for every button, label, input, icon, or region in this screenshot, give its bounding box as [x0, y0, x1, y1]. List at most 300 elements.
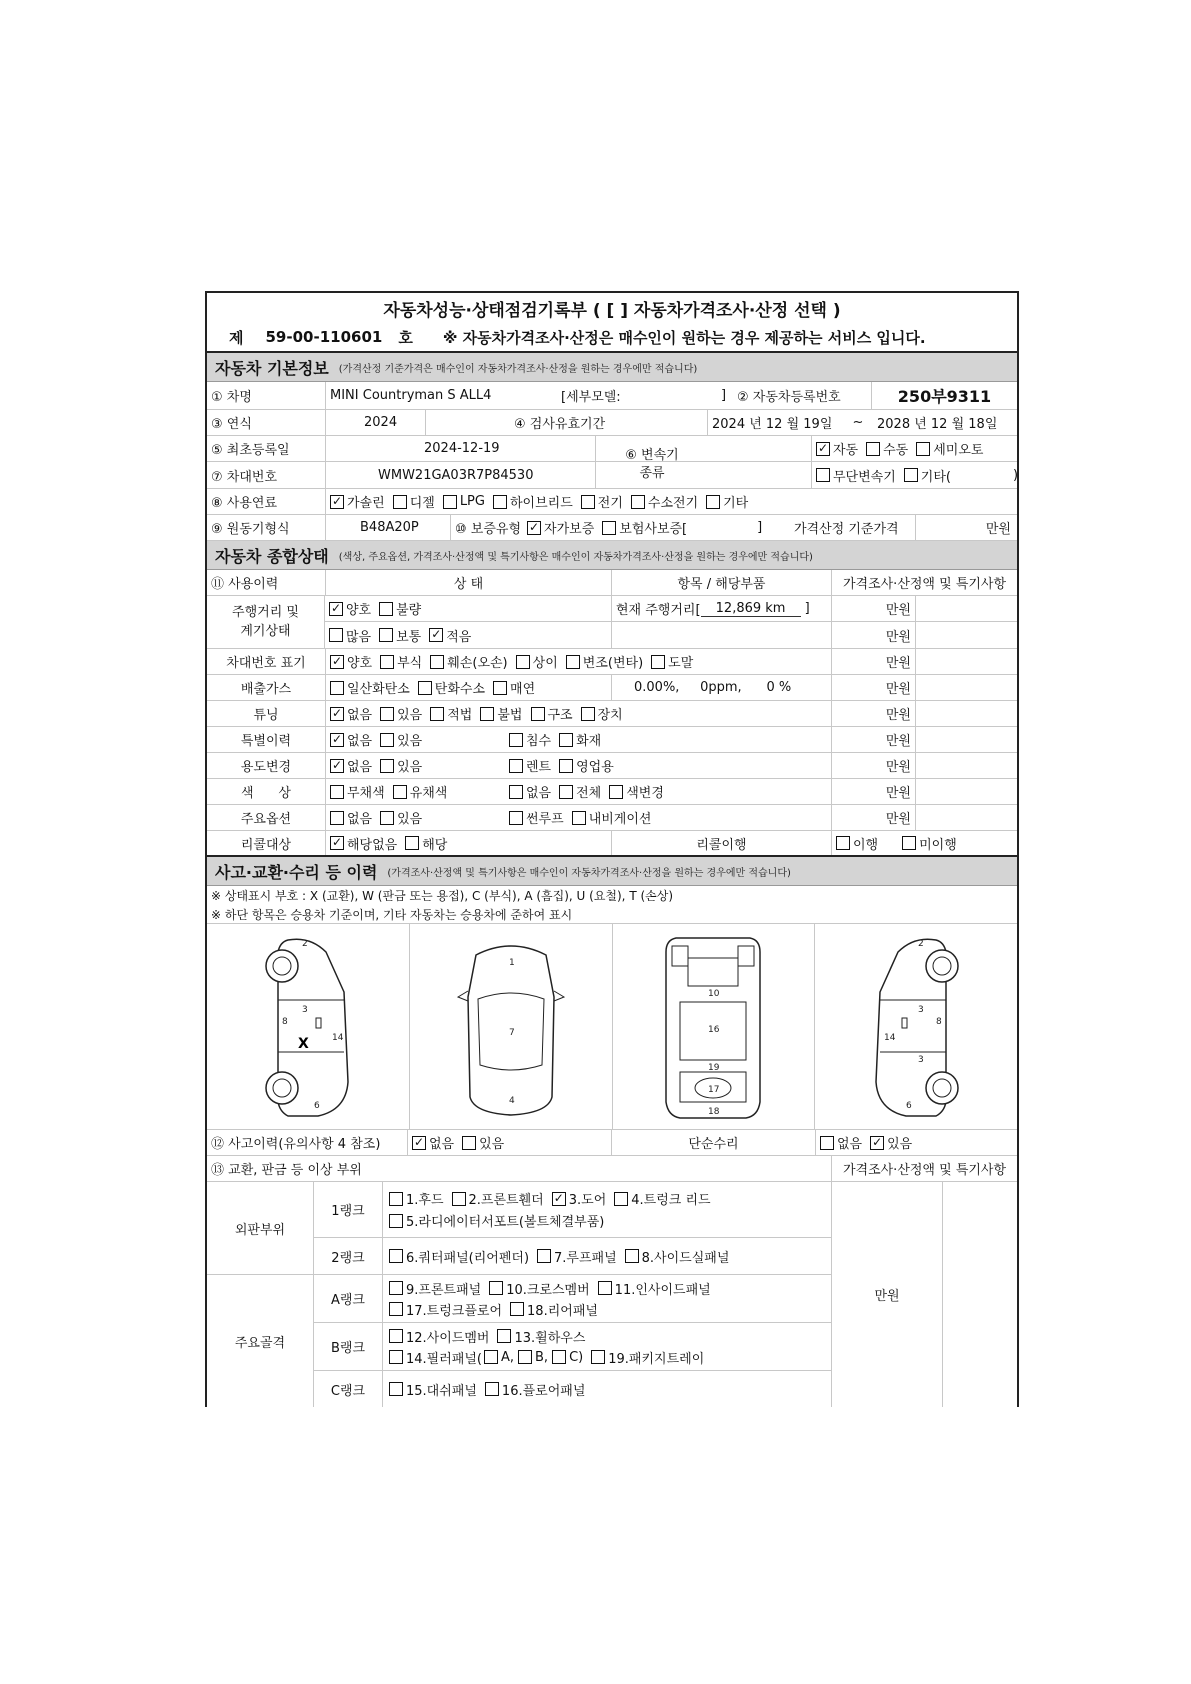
check-icon: ✓ — [529, 519, 540, 534]
row-fuel — [207, 489, 1017, 515]
basic-info-header — [207, 353, 1017, 382]
label-vin: ⑦ 차대번호 — [211, 469, 278, 485]
usage-none[interactable]: ✓ 없음 — [331, 757, 373, 775]
fuel-hydrogen[interactable]: 수소전기 — [631, 492, 698, 511]
label-valid: ④ 검사유효기간 — [425, 410, 707, 435]
svg-text:14: 14 — [331, 1032, 344, 1043]
color-achromatic[interactable]: 무채색 — [330, 782, 385, 801]
inspection-record — [205, 291, 1019, 1407]
trans-other[interactable]: 기타( — [904, 466, 951, 485]
label-emission: 배출가스 — [240, 682, 292, 697]
vin-good[interactable]: ✓ 양호 — [331, 653, 373, 671]
price-unit: 만원 — [831, 753, 915, 778]
section-title: 자동차 기본정보 — [215, 358, 329, 378]
document-title — [207, 293, 1017, 323]
label-first-reg: ⑤ 최초등록일 — [211, 443, 290, 458]
row-mileage — [325, 622, 1017, 648]
mileage-high[interactable]: 많음 — [329, 626, 371, 645]
checkbox-icon — [443, 495, 457, 509]
price-unit: 만원 — [831, 596, 915, 621]
fuel-electric[interactable]: 전기 — [581, 492, 623, 511]
svg-text:8: 8 — [936, 1016, 942, 1027]
checkbox-icon — [820, 1136, 834, 1150]
emission-smoke[interactable]: 매연 — [493, 678, 535, 697]
price-unit: 만원 — [831, 622, 915, 648]
label-use-history: ⑪ 사용이력 — [211, 577, 279, 592]
detail-model-label: [세부모델: — [561, 390, 621, 405]
car-top-icon — [456, 937, 566, 1117]
label-frame: 주요골격 — [234, 1335, 286, 1351]
label-recall-done: 리콜이행 — [611, 831, 831, 855]
rankC-row — [314, 1371, 831, 1407]
emission-values: 0.00%, 0ppm, 0 % — [611, 675, 831, 700]
rank2-row — [314, 1238, 831, 1274]
check-icon: ✓ — [431, 627, 442, 641]
checkbox-icon — [452, 1192, 466, 1206]
tuning-device[interactable]: 장치 — [581, 704, 623, 723]
part-trunk-lid[interactable]: 4.트렁크 리드 — [614, 1189, 710, 1208]
simple-repair-yes[interactable]: ✓ 있음 — [872, 1134, 913, 1152]
checkbox-icon — [484, 1350, 498, 1364]
part-roof-panel[interactable]: 7.루프패널 — [537, 1247, 617, 1266]
checkbox-icon — [509, 811, 523, 825]
svg-text:14: 14 — [884, 1032, 896, 1043]
checkbox-icon — [902, 836, 916, 850]
checkbox-icon — [389, 1382, 403, 1396]
diagram-right-side — [814, 924, 1017, 1129]
option-yes[interactable]: 있음 — [380, 808, 422, 827]
vin-painted[interactable]: 도말 — [651, 652, 693, 671]
exchange-mark: X — [297, 1035, 309, 1052]
svg-text:8: 8 — [281, 1016, 288, 1027]
part-quarter-panel[interactable]: 6.쿼터패널(리어펜더) — [389, 1247, 529, 1266]
checkbox-icon — [393, 785, 407, 799]
trans-semi[interactable]: 세미오토 — [916, 439, 983, 458]
checkbox-icon — [602, 521, 616, 535]
part-inside-panel[interactable]: 11.인사이드패널 — [598, 1279, 711, 1298]
color-none[interactable]: 없음 — [509, 782, 551, 801]
price-unit: 만원 — [831, 779, 915, 804]
no-prefix: 제 — [229, 328, 244, 347]
label-trans-a: ⑥ 변속기 — [625, 448, 679, 463]
car-diagrams — [207, 924, 1017, 1130]
notice-text: ※ 자동차가격조사·산정은 매수인이 원하는 경우 제공하는 서비스 입니다. — [442, 328, 926, 347]
part-pillar-panel[interactable]: 14.필러패널( — [389, 1348, 482, 1367]
label-rankB: B랭크 — [330, 1341, 366, 1356]
row-meter: ✓ 양호 불량 현재 주행거리[ 12,869 km ] 만원 — [325, 596, 1017, 622]
status-header — [207, 541, 1017, 570]
checkbox-icon — [598, 1281, 612, 1295]
special-flood[interactable]: 침수 — [509, 730, 551, 749]
row-engine — [207, 515, 1017, 541]
checkbox-icon — [430, 707, 444, 721]
emission-hc[interactable]: 탄화수소 — [418, 678, 485, 697]
tuning-yes[interactable]: 있음 — [380, 704, 422, 723]
checkbox-icon — [389, 1249, 403, 1263]
part-trunk-floor[interactable]: 17.트렁크플로어 — [389, 1300, 502, 1319]
label-warranty: ⑩ 보증유형 — [455, 522, 522, 537]
row-special — [207, 727, 1017, 753]
row-recall — [207, 831, 1017, 857]
checkbox-icon — [904, 468, 918, 482]
parts-price-unit: 만원 — [874, 1289, 900, 1304]
svg-text:4: 4 — [508, 1095, 515, 1106]
checkbox-icon — [430, 655, 444, 669]
checkbox-icon — [389, 1329, 403, 1343]
label-trans-b: 종류 — [639, 466, 665, 481]
check-icon: ✓ — [331, 731, 343, 746]
checkbox-icon — [497, 1329, 511, 1343]
usage-rent[interactable]: 렌트 — [509, 756, 551, 775]
mileage-label: 주행거리 및 계기상태 — [232, 605, 299, 639]
trans-cvt[interactable]: 무단변속기 — [816, 466, 896, 485]
check-icon: ✓ — [413, 1134, 425, 1149]
recall-applicable[interactable]: 해당 — [405, 834, 447, 853]
checkbox-icon — [531, 707, 545, 721]
label-engine: ⑨ 원동기형식 — [211, 522, 290, 537]
standard-note: ※ 하단 항목은 승용차 기준이며, 기타 자동차는 승용차에 준하여 표시 — [207, 905, 1017, 924]
header-state: 상 태 — [325, 570, 611, 595]
label-accident-history: ⑫ 사고이력(유의사항 4 참조) — [211, 1137, 381, 1152]
part-door[interactable]: ✓ 3.도어 — [553, 1190, 607, 1208]
svg-text:18: 18 — [708, 1106, 720, 1117]
car-right-side-icon — [856, 932, 976, 1122]
trans-row1 — [812, 436, 1017, 462]
accident-yes[interactable]: 있음 — [462, 1133, 504, 1152]
price-unit: 만원 — [831, 649, 915, 674]
fuel-diesel[interactable]: 디젤 — [393, 492, 435, 511]
checkbox-icon — [489, 1281, 503, 1295]
header-parts-price: 가격조사·산정액 및 특기사항 — [831, 1156, 1017, 1181]
checkbox-icon — [379, 628, 393, 642]
checkbox-icon — [591, 1350, 605, 1364]
trans-close: ) — [1013, 467, 1019, 483]
label-fuel: ⑧ 사용연료 — [211, 496, 278, 511]
parts-left — [207, 1182, 831, 1407]
part-rear-panel[interactable]: 18.리어패널 — [510, 1300, 598, 1319]
part-wheel-house[interactable]: 13.휠하우스 — [497, 1327, 585, 1346]
trans-options — [811, 436, 1017, 488]
checkbox-icon — [866, 442, 880, 456]
doc-number-row — [207, 323, 1017, 353]
meter-bad[interactable]: 불량 — [379, 599, 421, 618]
checkbox-icon — [329, 628, 343, 642]
doc-number: 59-00-110601 — [265, 328, 383, 346]
checkbox-icon — [816, 468, 830, 482]
svg-text:19: 19 — [708, 1062, 720, 1073]
checkbox-icon — [389, 1214, 403, 1228]
row-parts-header — [207, 1156, 1017, 1182]
rankA-row — [314, 1275, 831, 1323]
checkbox-icon — [493, 681, 507, 695]
accident-none[interactable]: ✓ 없음 — [413, 1134, 455, 1152]
price-unit: 만원 — [831, 805, 915, 830]
label-tuning: 튜닝 — [253, 708, 279, 723]
symbol-note: ※ 상태표시 부호 : X (교환), W (판금 또는 용접), C (부식), A (흠집), U (요철), T (손상) — [211, 889, 674, 903]
outer-group — [207, 1182, 831, 1275]
svg-text:3: 3 — [301, 1004, 308, 1015]
svg-text:1: 1 — [508, 957, 515, 968]
checkbox-icon — [625, 1249, 639, 1263]
simple-repair-none[interactable]: 없음 — [820, 1133, 862, 1152]
checkbox-icon — [537, 1249, 551, 1263]
check-icon: ✓ — [331, 493, 343, 508]
label-rankA: A랭크 — [330, 1293, 365, 1308]
part-cross-member[interactable]: 10.크로스멤버 — [489, 1279, 589, 1298]
label-special: 특별이력 — [240, 734, 292, 749]
valid-from: 2024 년 12 월 19일 — [707, 410, 843, 435]
checkbox-icon — [389, 1302, 403, 1316]
part-floor-panel[interactable]: 16.플로어패널 — [485, 1380, 585, 1399]
row-color — [207, 779, 1017, 805]
pillar-c[interactable]: C) — [552, 1350, 583, 1365]
check-icon: ✓ — [330, 600, 342, 615]
part-radiator-support[interactable]: 5.라디에이터서포트(볼트체결부품) — [389, 1211, 604, 1230]
price-unit: 만원 — [831, 727, 915, 752]
section-note: (색상, 주요옵션, 가격조사·산정액 및 특기사항은 매수인이 자동차가격조사·산정을 원하는 경우에만 적습니다) — [338, 551, 813, 563]
label-options: 주요옵션 — [240, 812, 292, 827]
meter-good[interactable]: ✓ 양호 — [330, 600, 372, 618]
car-frame-icon — [658, 932, 768, 1122]
vin-damage[interactable]: 훼손(오손) — [430, 652, 507, 671]
vin-diff[interactable]: 상이 — [516, 652, 558, 671]
checkbox-icon — [559, 785, 573, 799]
option-none[interactable]: 없음 — [330, 808, 372, 827]
part-front-fender[interactable]: 2.프론트휀더 — [452, 1189, 544, 1208]
section-note: (가격조사·산정액 및 특기사항은 매수인이 자동차가격조사·산정을 원하는 경우에만 적습니다) — [387, 867, 791, 879]
color-all[interactable]: 전체 — [559, 782, 601, 801]
checkbox-icon — [380, 811, 394, 825]
part-side-sill[interactable]: 8.사이드실패널 — [625, 1247, 730, 1266]
warranty-close: ] — [757, 520, 763, 535]
option-navigation[interactable]: 내비게이션 — [572, 808, 652, 827]
color-chromatic[interactable]: 유채색 — [393, 782, 448, 801]
checkbox-icon — [509, 785, 523, 799]
check-icon: ✓ — [817, 440, 829, 455]
model-value: MINI Countryman S ALL4 — [325, 382, 557, 409]
row-model — [207, 382, 1017, 410]
checkbox-icon — [330, 811, 344, 825]
check-icon: ✓ — [331, 757, 343, 772]
row-usage — [207, 753, 1017, 779]
title-text: 자동차성능·상태점검기록부 ( [ ] 자동차가격조사·산정 선택 ) — [383, 300, 841, 321]
mileage-low[interactable]: ✓ 적음 — [431, 627, 472, 645]
vin-altered[interactable]: 변조(변타) — [566, 652, 643, 671]
warranty-self[interactable]: ✓ 자가보증 — [529, 519, 595, 537]
label-rank2: 2랭크 — [331, 1250, 365, 1266]
label-color: 색 상 — [241, 786, 291, 801]
label-reg-no: ② 자동차등록번호 — [737, 390, 841, 405]
fuel-gasoline[interactable]: ✓ 가솔린 — [331, 493, 385, 511]
checkbox-icon — [510, 1302, 524, 1316]
recall-none[interactable]: ✓ 해당없음 — [331, 835, 398, 853]
trans-label-overlay — [605, 439, 699, 491]
label-recall: 리콜대상 — [240, 837, 292, 853]
label-vin-mark: 차대번호 표기 — [226, 656, 306, 671]
svg-text:2: 2 — [301, 938, 308, 949]
checkbox-icon — [493, 495, 507, 509]
warranty-insurer[interactable]: 보험사보증[ — [602, 518, 687, 537]
label-simple-repair: 단순수리 — [611, 1130, 815, 1155]
checkbox-icon — [380, 707, 394, 721]
no-suffix: 호 — [398, 328, 413, 347]
parts-price-col — [831, 1182, 1017, 1407]
base-price-unit: 만원 — [915, 515, 1015, 540]
part-front-panel[interactable]: 9.프론트패널 — [389, 1279, 481, 1298]
checkbox-icon — [631, 495, 645, 509]
row-emission — [207, 675, 1017, 701]
label-model: ① 차명 — [211, 390, 252, 405]
trans-row2 — [812, 462, 1017, 488]
part-package-tray[interactable]: 19.패키지트레이 — [591, 1348, 704, 1367]
checkbox-icon — [389, 1192, 403, 1206]
checkbox-icon — [393, 495, 407, 509]
checkbox-icon — [379, 602, 393, 616]
reg-no-value: 250부9311 — [871, 382, 1017, 409]
checkbox-icon — [651, 655, 665, 669]
car-left-side-icon — [248, 932, 368, 1122]
mileage-mid[interactable]: 보통 — [379, 626, 421, 645]
checkbox-icon — [581, 495, 595, 509]
label-base-price: 가격산정 기준가격 — [794, 522, 899, 537]
section-note: (가격산정 기준가격은 매수인이 자동차가격조사·산정을 원하는 경우에만 적습니다) — [338, 363, 698, 375]
special-fire[interactable]: 화재 — [559, 730, 601, 749]
label-rankC: C랭크 — [330, 1383, 366, 1399]
checkbox-icon — [485, 1382, 499, 1396]
price-unit: 만원 — [831, 701, 915, 726]
checkbox-icon — [559, 759, 573, 773]
checkbox-icon — [916, 442, 930, 456]
checkbox-icon — [572, 811, 586, 825]
section-title: 사고·교환·수리 등 이력 — [215, 862, 378, 882]
fuel-other[interactable]: 기타 — [706, 492, 748, 511]
svg-text:2: 2 — [918, 938, 924, 949]
color-change[interactable]: 색변경 — [609, 782, 664, 801]
cur-mileage-label: 현재 주행거리[ — [616, 603, 701, 618]
label-outer: 외판부위 — [234, 1222, 286, 1238]
checkbox-icon — [462, 1136, 476, 1150]
part-dash-panel[interactable]: 15.대쉬패널 — [389, 1380, 477, 1399]
checkbox-icon — [509, 759, 523, 773]
checkbox-icon — [418, 681, 432, 695]
fuel-options — [325, 489, 1015, 514]
checkbox-icon — [380, 655, 394, 669]
label-parts: ⑬ 교환, 판금 등 이상 부위 — [211, 1163, 362, 1178]
check-icon: ✓ — [553, 1190, 564, 1205]
frame-group — [207, 1275, 831, 1407]
checkbox-icon — [405, 836, 419, 850]
tuning-illegal[interactable]: 불법 — [480, 704, 522, 723]
option-sunroof[interactable]: 썬루프 — [509, 808, 564, 827]
header-item: 항목 / 해당부품 — [611, 570, 831, 595]
checkbox-icon — [380, 733, 394, 747]
row-first-reg — [207, 436, 815, 462]
checkbox-icon — [614, 1192, 628, 1206]
tuning-none[interactable]: ✓ 없음 — [331, 705, 373, 723]
label-usage: 용도변경 — [240, 760, 292, 775]
row-accident-history — [207, 1130, 1017, 1156]
checkbox-icon — [330, 681, 344, 695]
row-year — [207, 410, 1017, 436]
checkbox-icon — [559, 733, 573, 747]
pillar-a[interactable]: A, — [484, 1350, 514, 1365]
checkbox-icon — [330, 785, 344, 799]
usage-yes[interactable]: 있음 — [380, 756, 422, 775]
diagram-frame — [612, 924, 815, 1129]
valid-to: 2028 년 12 월 18일 — [877, 417, 998, 432]
parts-table — [207, 1182, 1017, 1407]
vin-rust[interactable]: 부식 — [380, 652, 422, 671]
special-yes[interactable]: 있음 — [380, 730, 422, 749]
svg-text:17: 17 — [708, 1084, 720, 1095]
header-price: 가격조사·산정액 및 특기사항 — [831, 570, 1017, 595]
fuel-hybrid[interactable]: 하이브리드 — [493, 492, 573, 511]
label-year: ③ 연식 — [211, 417, 252, 432]
recall-not-done[interactable]: 미이행 — [902, 834, 957, 853]
checkbox-icon — [552, 1350, 566, 1364]
usage-business[interactable]: 영업용 — [559, 756, 614, 775]
check-icon: ✓ — [872, 1134, 883, 1149]
rankB-row — [314, 1323, 831, 1371]
checkbox-icon — [389, 1281, 403, 1295]
row-vin — [207, 462, 815, 488]
checkbox-icon — [706, 495, 720, 509]
section-title: 자동차 종합상태 — [215, 546, 329, 566]
row-tuning — [207, 701, 1017, 727]
engine-value: B48A20P — [325, 515, 450, 540]
svg-text:3: 3 — [918, 1054, 924, 1065]
diagram-left-side — [207, 924, 409, 1129]
row-options — [207, 805, 1017, 831]
status-col-header — [207, 570, 1017, 596]
checkbox-icon — [516, 655, 530, 669]
tuning-structure[interactable]: 구조 — [531, 704, 573, 723]
checkbox-icon — [566, 655, 580, 669]
first-reg-value: 2024-12-19 — [325, 436, 595, 461]
svg-text:6: 6 — [313, 1100, 320, 1111]
accident-header — [207, 857, 1017, 886]
svg-text:3: 3 — [918, 1004, 924, 1015]
checkbox-icon — [480, 707, 494, 721]
svg-text:10: 10 — [708, 988, 720, 999]
part-hood[interactable]: 1.후드 — [389, 1189, 444, 1208]
checkbox-icon — [518, 1350, 532, 1364]
part-side-member[interactable]: 12.사이드멤버 — [389, 1327, 489, 1346]
checkbox-icon — [380, 759, 394, 773]
checkbox-icon — [609, 785, 623, 799]
check-icon: ✓ — [331, 653, 343, 668]
trans-manual[interactable]: 수동 — [866, 439, 908, 458]
row-vin-mark — [207, 649, 1017, 675]
special-none[interactable]: ✓ 없음 — [331, 731, 373, 749]
check-icon: ✓ — [331, 835, 343, 849]
recall-done[interactable]: 이행 — [836, 834, 878, 853]
checkbox-icon — [581, 707, 595, 721]
checkbox-icon — [389, 1350, 403, 1364]
checkbox-icon — [836, 836, 850, 850]
detail-model-close: ] — [721, 388, 727, 403]
year-value: 2024 — [325, 410, 425, 435]
emission-co[interactable]: 일산화탄소 — [330, 678, 410, 697]
vin-value: WMW21GA03R7P84530 — [325, 462, 595, 488]
svg-text:16: 16 — [708, 1024, 720, 1035]
fuel-lpg[interactable]: LPG — [443, 494, 485, 509]
cur-mileage-value: 12,869 km — [701, 601, 801, 617]
pillar-b[interactable]: B, — [518, 1350, 548, 1365]
check-icon: ✓ — [331, 705, 343, 720]
trans-auto[interactable]: ✓ 자동 — [817, 440, 859, 458]
tuning-legal[interactable]: 적법 — [430, 704, 472, 723]
